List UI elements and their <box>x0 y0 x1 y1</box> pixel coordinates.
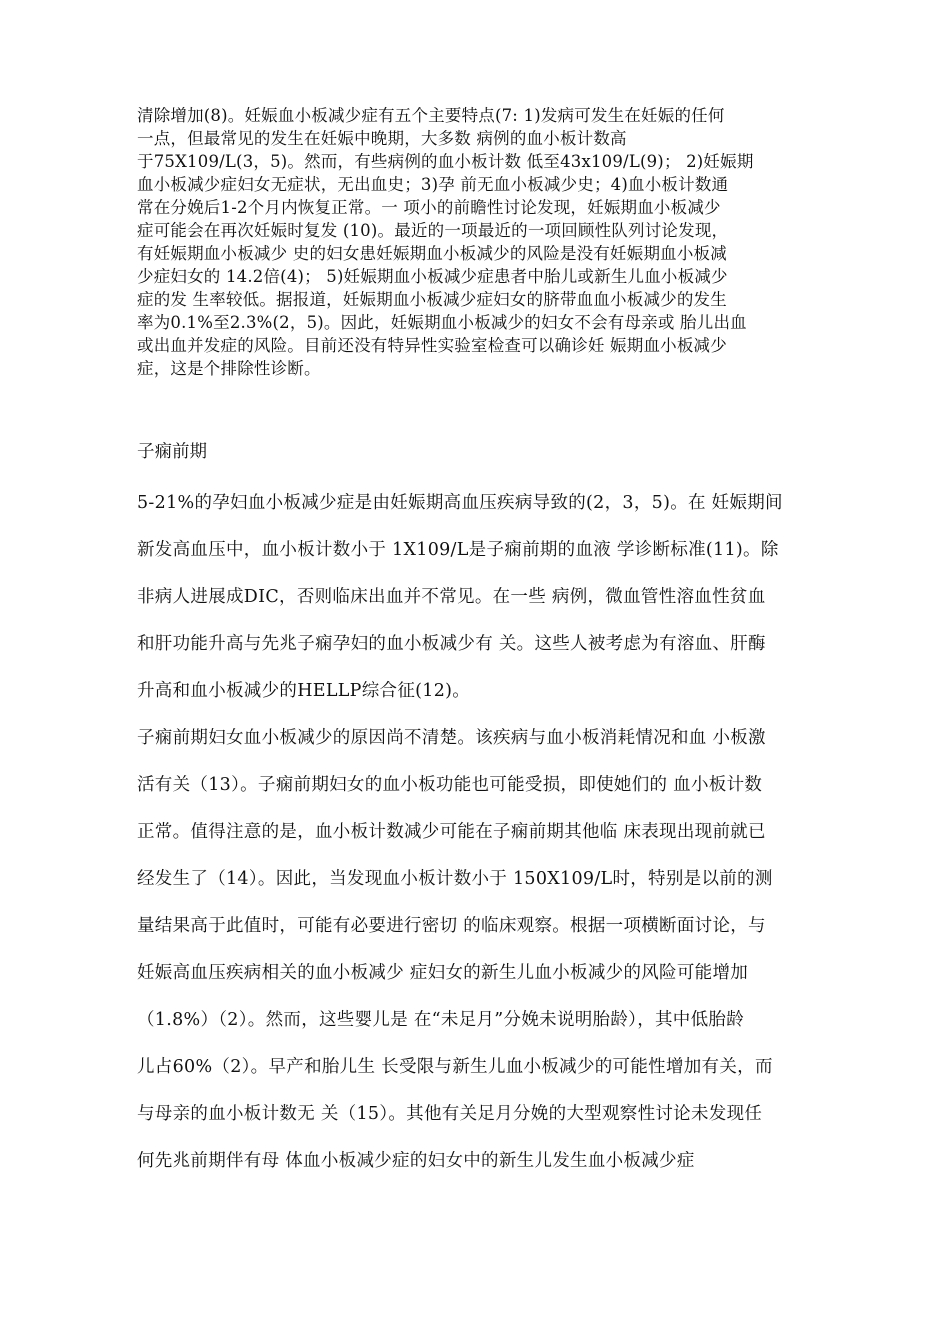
paragraph-line: 或出血并发症的风险。目前还没有特异性实验室检查可以确诊妊 娠期血小板减少 <box>137 336 727 355</box>
paragraph-line: （1.8%）（2）。然而，这些婴儿是 在“未足月”分娩未说明胎龄），其中低胎龄 <box>137 1010 744 1030</box>
paragraph-line: 清除增加(8)。妊娠血小板减少症有五个主要特点(7: 1)发病可发生在妊娠的任何 <box>137 106 725 125</box>
paragraph-line: 妊娠高血压疾病相关的血小板减少 症妇女的新生儿血小板减少的风险可能增加 <box>137 963 749 983</box>
paragraph-line: 血小板减少症妇女无症状，无出血史；3)孕 前无血小板减少史；4)血小板计数通 <box>137 175 729 194</box>
paragraph-line: 和肝功能升高与先兆子痫孕妇的血小板减少有 关。这些人被考虑为有溶血、肝酶 <box>137 634 766 654</box>
paragraph-line: 有妊娠期血小板减少 史的妇女患妊娠期血小板减少的风险是没有妊娠期血小板减 <box>137 244 727 263</box>
paragraph-line: 活有关（13）。子痫前期妇女的血小板功能也可能受损，即使她们的 血小板计数 <box>137 775 763 795</box>
paragraph-line: 与母亲的血小板计数无 关（15）。其他有关足月分娩的大型观察性讨论未发现任 <box>137 1104 763 1124</box>
paragraph-line: 正常。值得注意的是，血小板计数减少可能在子痫前期其他临 床表现出现前就已 <box>137 822 766 842</box>
paragraph-line: 儿占60%（2）。早产和胎儿生 长受限与新生儿血小板减少的可能性增加有关，而 <box>137 1057 773 1077</box>
paragraph-line: 常在分娩后1-2个月内恢复正常。一 项小的前瞻性讨论发现，妊娠期血小板减少 <box>137 198 721 217</box>
paragraph-line: 经发生了（14）。因此，当发现血小板计数小于 150X109/L时，特别是以前的测 <box>137 869 773 889</box>
paragraph-line: 何先兆前期伴有母 体血小板减少症的妇女中的新生儿发生血小板减少症 <box>137 1151 695 1171</box>
paragraph-line: 新发高血压中，血小板计数小于 1X109/L是子痫前期的血液 学诊断标准(11)。除 <box>137 540 779 560</box>
paragraph-line: 升高和血小板减少的HELLP综合征(12)。 <box>137 681 471 701</box>
paragraph-line: 5-21%的孕妇血小板减少症是由妊娠期高血压疾病导致的(2，3，5)。在 妊娠期间 <box>137 493 783 513</box>
section-heading: 子痫前期 <box>137 442 207 462</box>
paragraph-line: 症的发 生率较低。据报道，妊娠期血小板减少症妇女的脐带血血小板减少的发生 <box>137 290 727 309</box>
paragraph-line: 少症妇女的 14.2倍(4)； 5)妊娠期血小板减少症患者中胎儿或新生儿血小板减少 <box>137 267 728 286</box>
paragraph-line: 症，这是个排除性诊断。 <box>137 359 321 378</box>
paragraph-line: 量结果高于此值时，可能有必要进行密切 的临床观察。根据一项横断面讨论，与 <box>137 916 766 936</box>
paragraph-line: 一点，但最常见的发生在妊娠中晚期，大多数 病例的血小板计数高 <box>137 129 627 148</box>
paragraph-line: 于75X109/L(3，5)。然而，有些病例的血小板计数 低至43x109/L(9)； 2)妊娠期 <box>137 152 754 171</box>
paragraph-line: 症可能会在再次妊娠时复发 (10)。最近的一项最近的一项回顾性队列讨论发现， <box>137 221 729 240</box>
paragraph-line: 率为0.1%至2.3%(2，5)。因此，妊娠期血小板减少的妇女不会有母亲或 胎儿出血 <box>137 313 747 332</box>
paragraph-line: 子痫前期妇女血小板减少的原因尚不清楚。该疾病与血小板消耗情况和血 小板激 <box>137 728 766 748</box>
paragraph-line: 非病人进展成DIC，否则临床出血并不常见。在一些 病例，微血管性溶血性贫血 <box>137 587 766 607</box>
